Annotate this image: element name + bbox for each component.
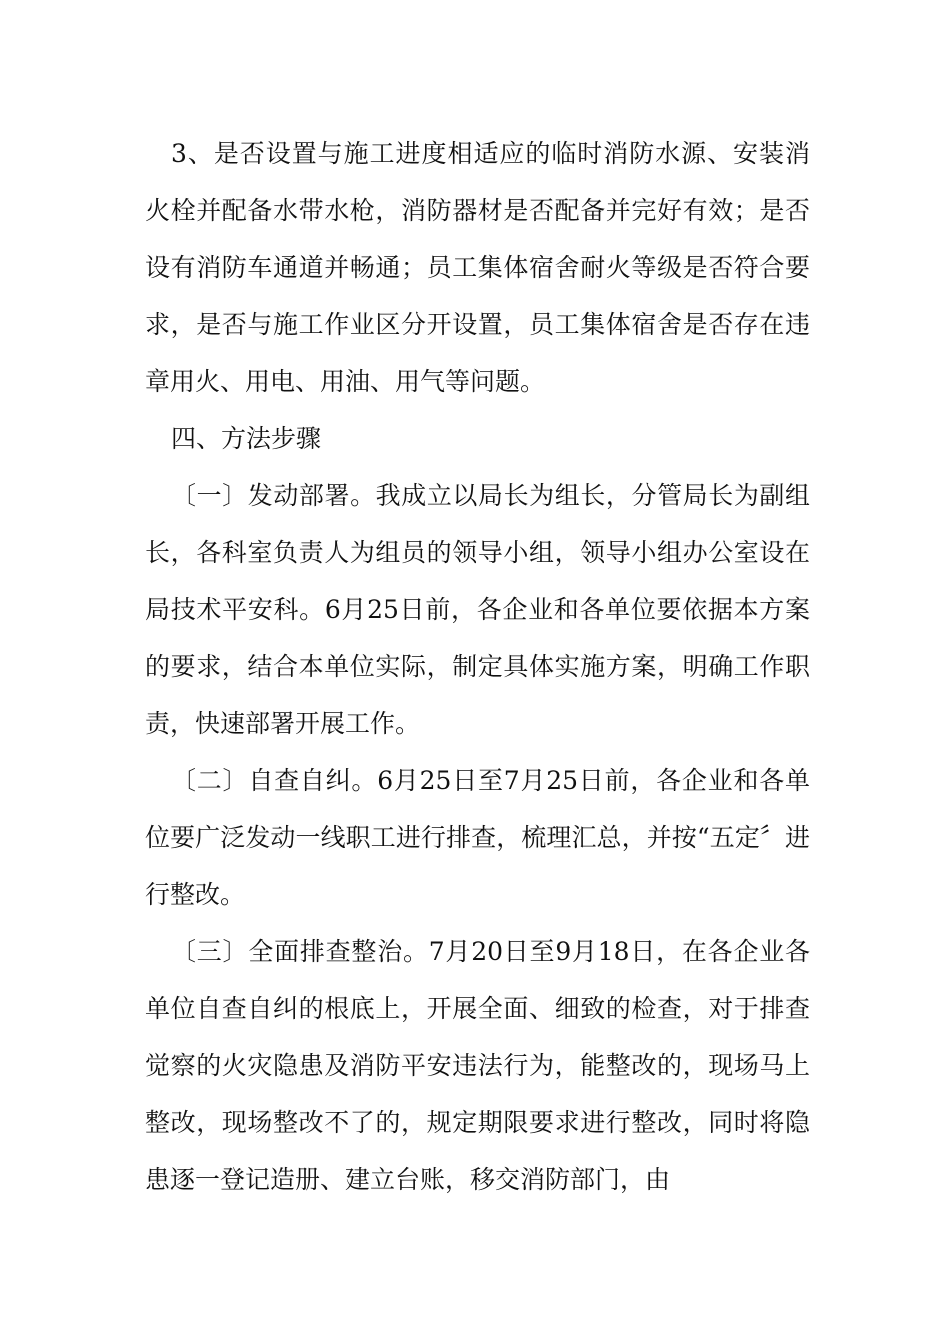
paragraph-deployment: 〔一〕发动部署。我成立以局长为组长，分管局长为副组长，各科室负责人为组员的领导小组，领导小组办公室设在局技术平安科。6月25日前，各企业和各单位要依据本方案的要求，结合本单位实际，制定具体实施方案，明确工作职责，快速部署开展工作。 <box>145 481 810 738</box>
paragraph-item-3: 3、是否设置与施工进度相适应的临时消防水源、安装消火栓并配备水带水枪，消防器材是否配备并完好有效；是否设有消防车通道并畅通；员工集体宿舍耐火等级是否符合要求，是否与施工作业区分开设置，员工集体宿舍是否存在违章用火、用电、用油、用气等问题。 <box>145 139 810 396</box>
section-heading-methods: 四、方法步骤 <box>171 424 322 453</box>
paragraph-full-inspection: 〔三〕全面排查整治。7月20日至9月18日，在各企业各单位自查自纠的根底上，开展全面、细致的检查，对于排查觉察的火灾隐患及消防平安违法行为，能整改的，现场马上整改，现场整改不了的，规定期限要求进行整改，同时将隐患逐一登记造册、建立台账，移交消防部门，由 <box>145 937 810 1194</box>
paragraph-self-inspection: 〔二〕自查自纠。6月25日至7月25日前，各企业和各单位要广泛发动一线职工进行排查，梳理汇总，并按“五定〞进行整改。 <box>145 766 810 909</box>
